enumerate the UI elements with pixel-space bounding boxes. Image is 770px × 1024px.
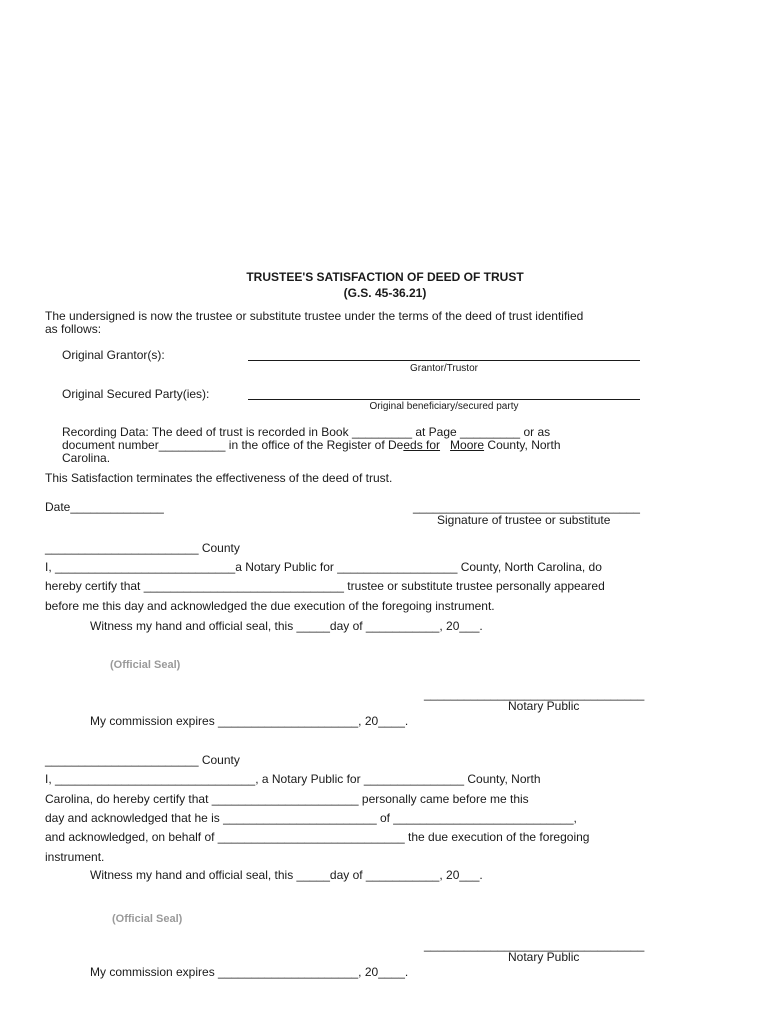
ack2-notary-caption: Notary Public — [508, 950, 580, 964]
ack2-text-line4: and acknowledged, on behalf of ____________________________ the due execution of the foregoing — [45, 830, 590, 844]
form-statute: (G.S. 45-36.21) — [343, 286, 427, 300]
ack1-text-line1: I, ___________________________a Notary Public for __________________ County, North Carolina, do — [45, 560, 602, 574]
grantor-label: Original Grantor(s): — [62, 348, 165, 362]
trustee-signature-caption: Signature of trustee or substitute — [437, 513, 611, 527]
secured-party-caption: Original beneficiary/secured party — [369, 401, 519, 412]
recording-data-line2 — [62, 438, 561, 452]
ack2-official-seal: (Official Seal) — [112, 913, 183, 925]
ack2-county-line[interactable]: _______________________ County — [45, 753, 240, 767]
ack1-witness-line: Witness my hand and official seal, this _____day of ___________, 20___. — [90, 619, 483, 633]
ack2-witness-line: Witness my hand and official seal, this _____day of ___________, 20___. — [90, 868, 483, 882]
secured-party-line[interactable] — [248, 399, 640, 400]
secured-party-label: Original Secured Party(ies): — [62, 387, 210, 401]
recording-county-value: Moore — [450, 438, 485, 452]
intro-text-line2: as follows: — [45, 322, 102, 336]
ack1-commission-expires: My commission expires _____________________, 20____. — [90, 714, 409, 728]
ack1-county-line[interactable]: _______________________ County — [45, 541, 240, 555]
grantor-line[interactable] — [248, 360, 640, 361]
ack1-notary-caption: Notary Public — [508, 699, 580, 713]
ack1-official-seal: (Official Seal) — [110, 659, 181, 671]
date-field[interactable]: Date______________ — [45, 500, 164, 514]
recording-data-line2-end: County, North — [487, 438, 561, 452]
terminates-text: This Satisfaction terminates the effectiveness of the deed of trust. — [45, 471, 393, 485]
ack2-commission-expires: My commission expires _____________________, 20____. — [90, 965, 409, 979]
ack2-text-line2: Carolina, do hereby certify that ______________________ personally came before me this — [45, 792, 529, 806]
ack2-text-line5: instrument. — [45, 850, 105, 864]
ack1-text-line3: before me this day and acknowledged the due execution of the foregoing instrument. — [45, 599, 495, 613]
ack1-text-line2: hereby certify that ______________________________ trustee or substitute trustee personally appeared — [45, 579, 605, 593]
ack2-text-line3: day and acknowledged that he is _______________________ of ___________________________, — [45, 811, 577, 825]
ack1-notary-signature-line[interactable]: _________________________________ — [424, 687, 645, 701]
ack2-text-line1: I, ______________________________, a Notary Public for _______________ County, North — [45, 772, 541, 786]
ack2-notary-signature-line[interactable]: _________________________________ — [424, 938, 645, 952]
intro-text-line1: The undersigned is now the trustee or substitute trustee under the terms of the deed of trust identified — [45, 309, 584, 323]
recording-data-deeds-for: eds for — [403, 438, 441, 452]
form-title: TRUSTEE'S SATISFACTION OF DEED OF TRUST — [246, 270, 524, 284]
trustee-signature-line[interactable]: __________________________________ — [413, 500, 640, 514]
grantor-caption: Grantor/Trustor — [410, 363, 478, 374]
recording-data-line1: Recording Data: The deed of trust is recorded in Book _________ at Page _________ or as — [62, 425, 551, 439]
recording-data-line3: Carolina. — [62, 451, 111, 465]
recording-data-line2-text: document number__________ in the office of the Register of De — [62, 438, 404, 452]
